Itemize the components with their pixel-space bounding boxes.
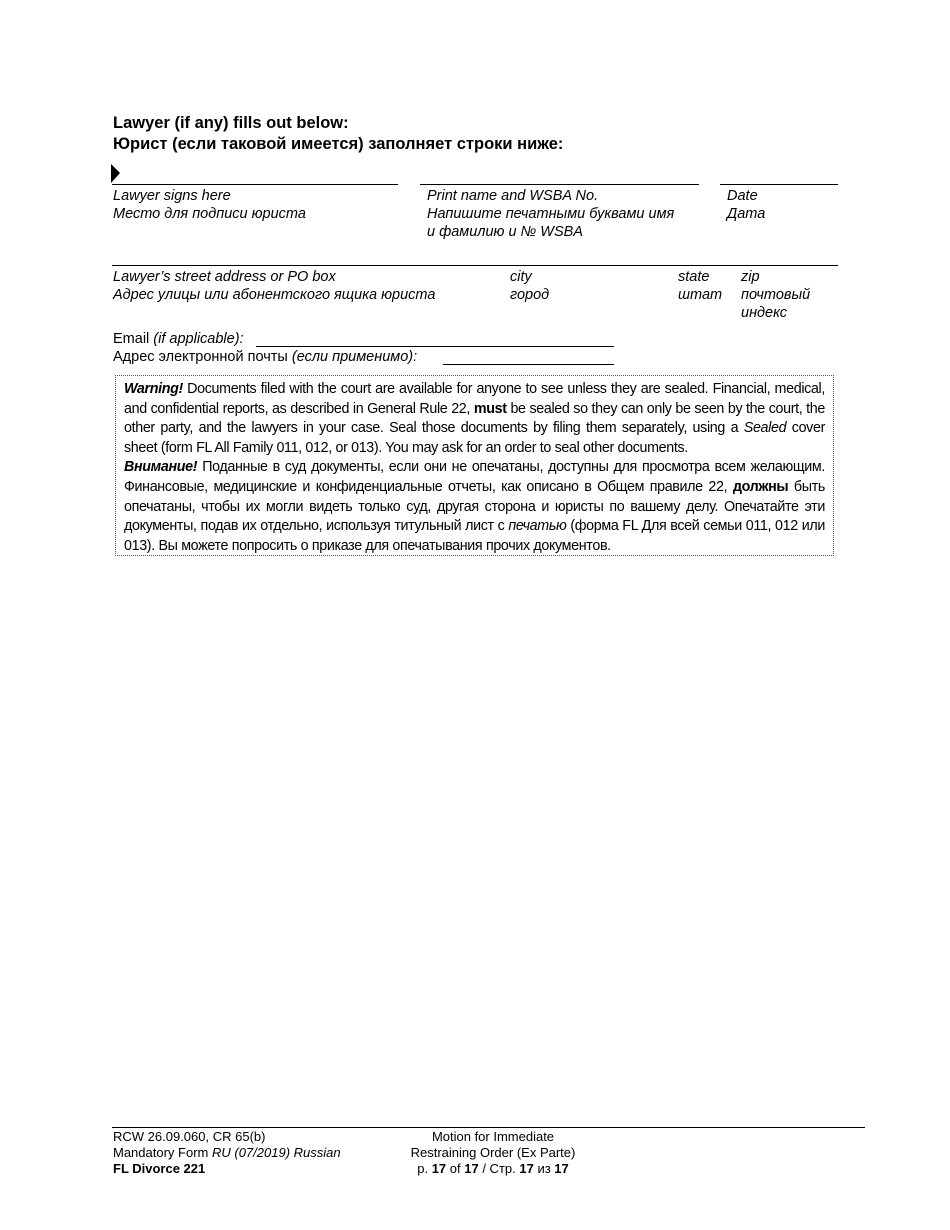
sign-here-arrow-icon	[111, 164, 121, 184]
address-line[interactable]	[112, 265, 838, 266]
state-label: state штат	[678, 269, 723, 303]
footer-rule	[112, 1127, 865, 1128]
warning-box	[115, 375, 834, 556]
print-name-line[interactable]	[420, 184, 699, 185]
footer-center	[384, 1129, 602, 1177]
date-label: Date Дата	[727, 188, 766, 222]
email-label-en: Email (if applicable):	[113, 331, 244, 347]
warning-en: Warning! Documents filed with the court are available for anyone to see unless they are sealed. Financial, medical, and confidential reports, as described in General Rule 22, must be sealed so they can only be seen by the court, the other party, and the lawyers in your case. Seal those documents by filing them separately, using a Sealed cover sheet (form FL All Family 011, 012, or 013). You may ask for an order to seal other documents.	[124, 381, 825, 456]
warning-ru: Внимание! Поданные в суд документы, если они не опечатаны, доступны для просмотра всем желающим. Финансовые, медицинские и конфиденциальные отчеты, как описано в Общем правиле 22, должны быть опечатаны, чтобы их могли видеть только суд, другая сторона и юристы по вашему делу. Опечатайте эти документы, подав их отдельно, используя титульный лист с печатью (форма FL Для всей семьи 011, 012 или 013). Вы можете попросить о приказе для опечатывания прочих документов.	[124, 459, 825, 554]
footer-mandatory: Mandatory Form RU (07/2019) Russian	[113, 1145, 341, 1160]
email-label-ru: Адрес электронной почты (если применимо):	[113, 349, 418, 365]
footer-title-2: Restraining Order (Ex Parte)	[410, 1145, 576, 1160]
heading-ru: Юрист (если таковой имеется) заполняет строки ниже:	[113, 135, 564, 153]
print-name-label: Print name and WSBA No. Напишите печатными буквами имя и фамилию и № WSBA	[427, 188, 675, 240]
footer-rcw: RCW 26.09.060, CR 65(b)	[113, 1129, 266, 1144]
zip-label: zip почтовый индекс	[741, 269, 811, 321]
city-label: city город	[510, 269, 550, 303]
date-line[interactable]	[720, 184, 838, 185]
footer-page-number: p. 17 of 17 / Стр. 17 из 17	[417, 1161, 569, 1176]
street-label: Lawyer’s street address or PO box Адрес улицы или абонентского ящика юриста	[113, 269, 436, 303]
lawyer-signature-line[interactable]	[112, 184, 398, 185]
email-field-line[interactable]	[256, 346, 614, 347]
sign-label: Lawyer signs here Место для подписи юриста	[113, 188, 306, 222]
footer-title-1: Motion for Immediate	[431, 1129, 555, 1144]
heading-en: Lawyer (if any) fills out below:	[113, 114, 349, 132]
section-heading	[113, 113, 563, 155]
email-field-line-ru[interactable]	[443, 364, 614, 365]
footer-form-id: FL Divorce 221	[113, 1161, 206, 1176]
footer-left	[113, 1129, 341, 1177]
